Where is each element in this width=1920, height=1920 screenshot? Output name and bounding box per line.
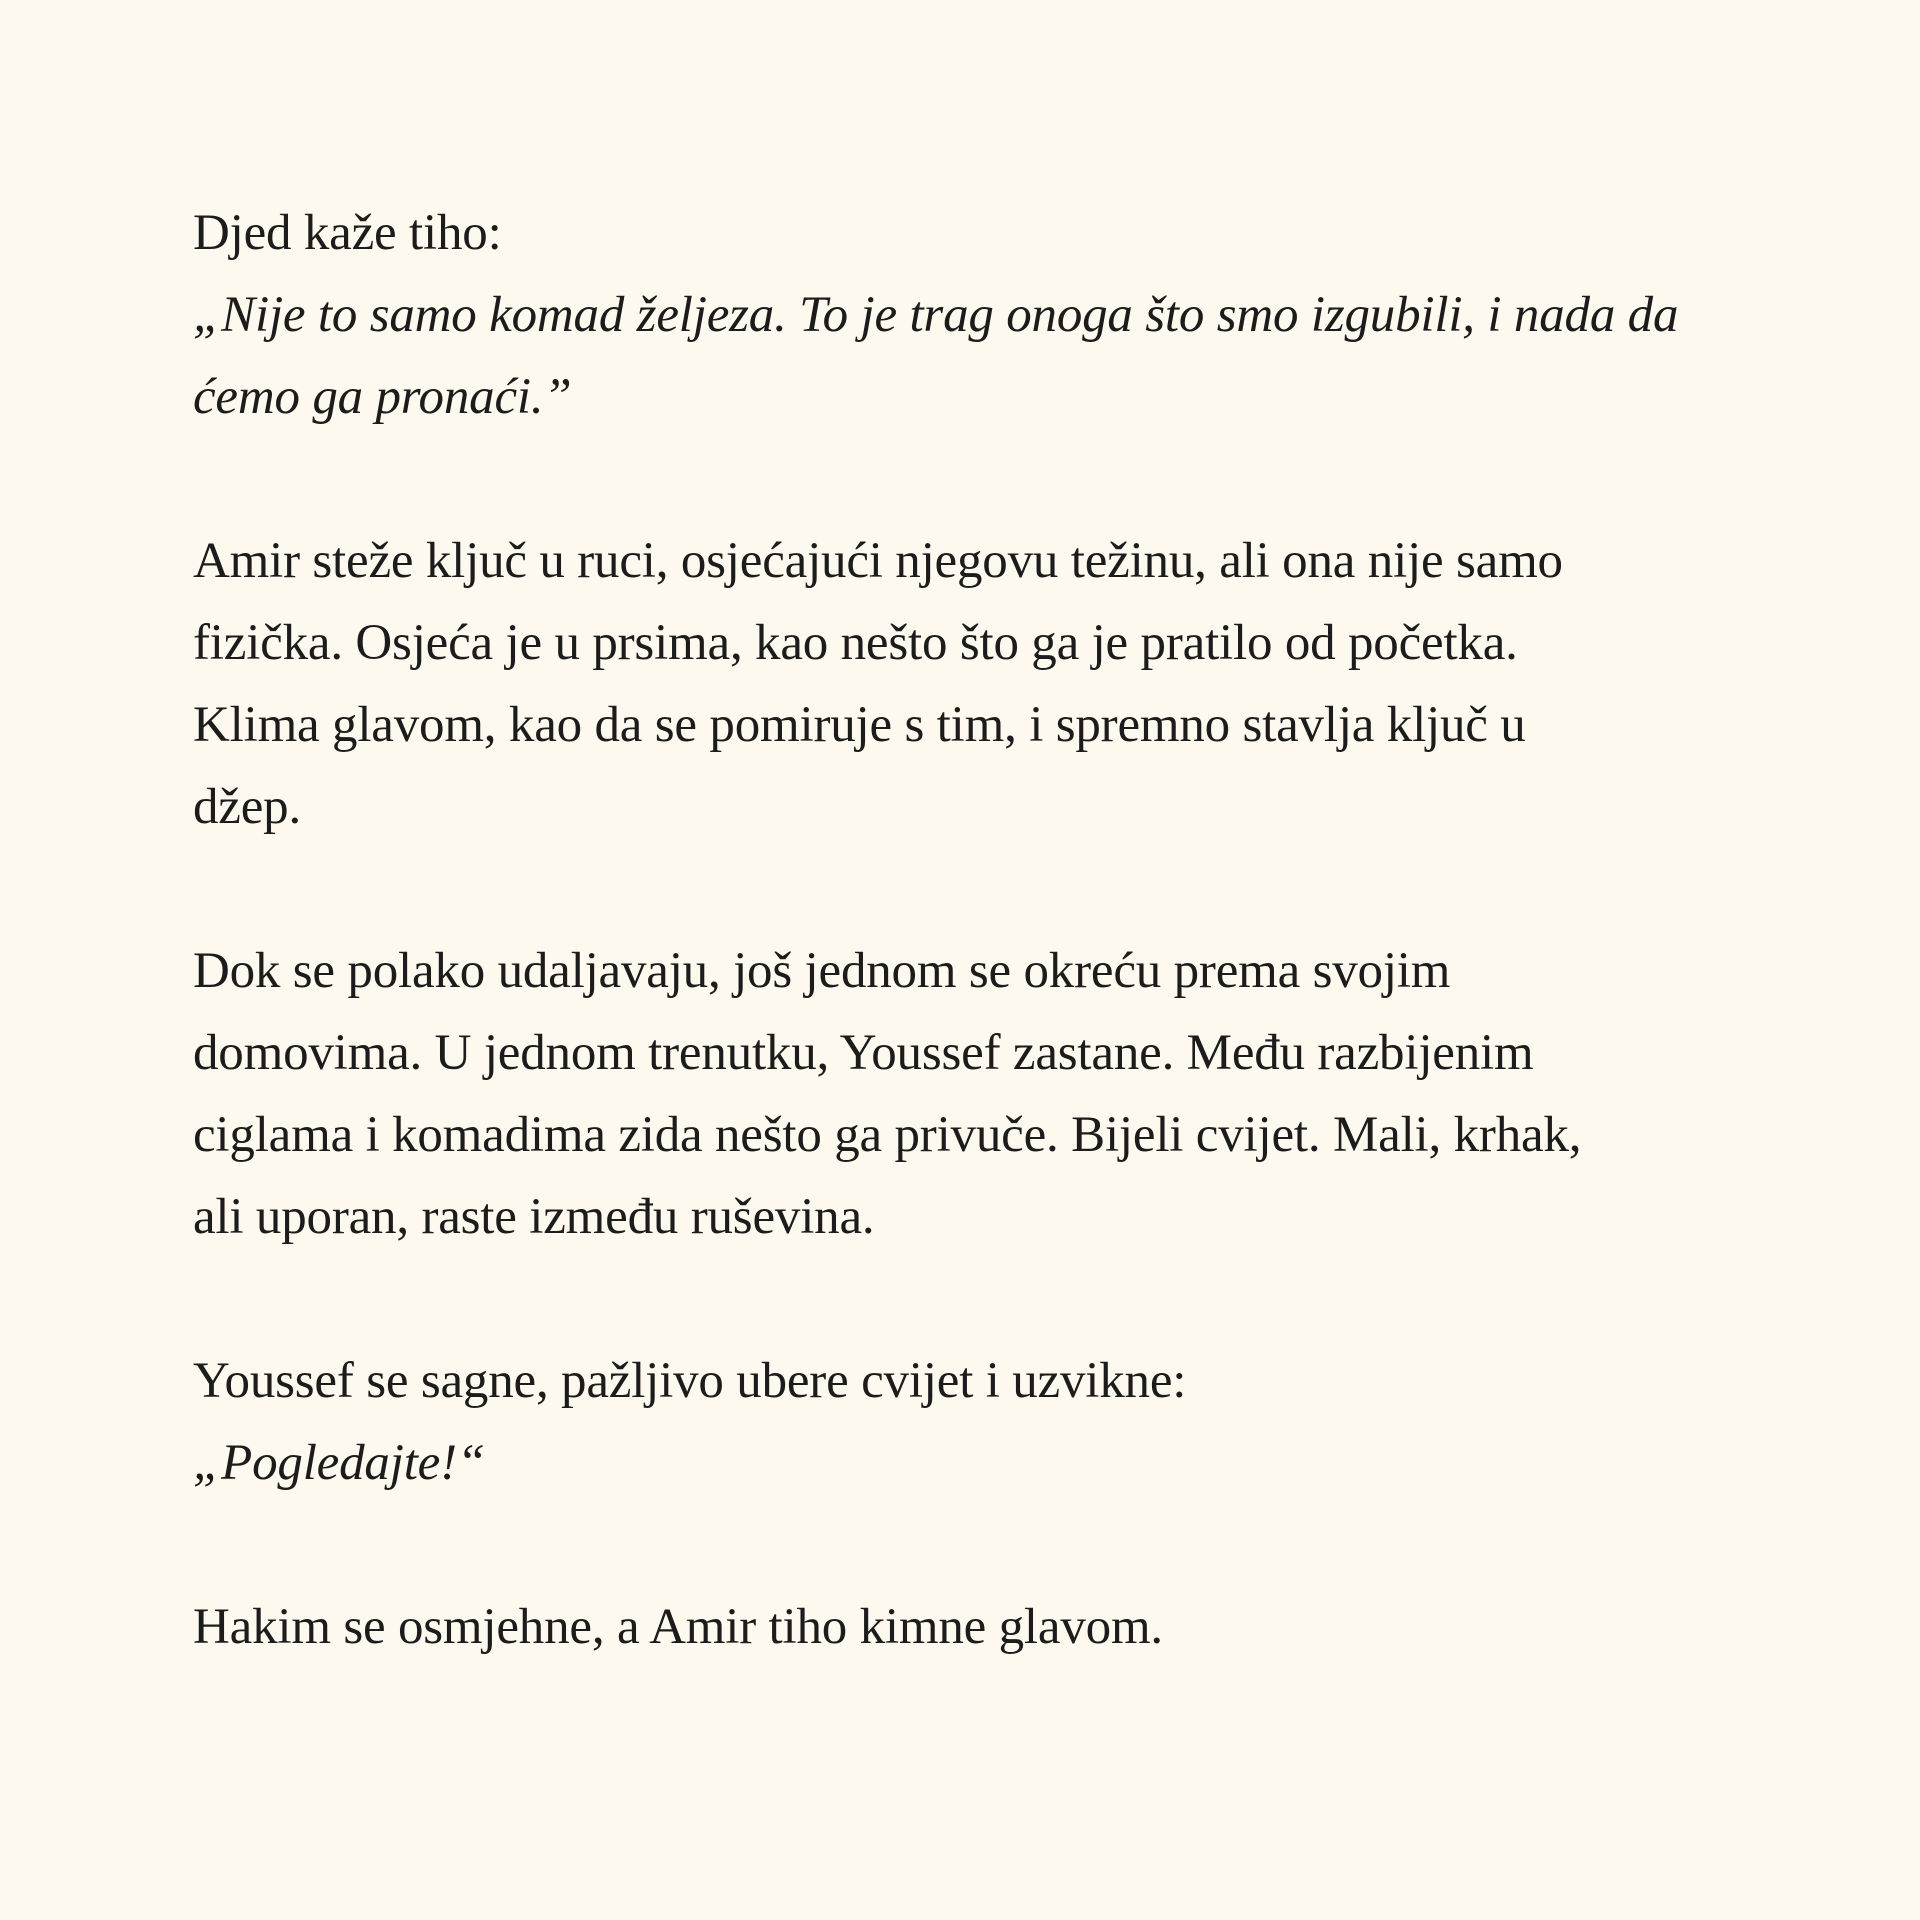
text-line: domovima. U jednom trenutku, Youssef zastane. Među razbijenim — [193, 1025, 1534, 1081]
paragraph-gap — [193, 438, 1753, 520]
text-line: Hakim se osmjehne, a Amir tiho kimne glavom. — [193, 1599, 1163, 1655]
paragraph-grandfather-speaks — [193, 192, 1753, 438]
paragraph-gap — [193, 1504, 1753, 1586]
text-line: džep. — [193, 779, 302, 835]
story-text — [193, 192, 1753, 1668]
text-line: Youssef se sagne, pažljivo ubere cvijet i uzvikne: — [193, 1353, 1187, 1409]
text-line: ali uporan, raste između ruševina. — [193, 1189, 875, 1245]
quote-line: „Nije to samo komad željeza. To je trag onoga što smo izgubili, i nada da — [193, 287, 1679, 343]
text-line: Djed kaže tiho: — [193, 205, 502, 261]
quote-line: „Pogledajte!“ — [193, 1435, 486, 1491]
paragraph-amir-key — [193, 520, 1753, 848]
paragraph-gap — [193, 848, 1753, 930]
quote-line: ćemo ga pronaći.” — [193, 369, 572, 425]
text-line: ciglama i komadima zida nešto ga privuče. Bijeli cvijet. Mali, krhak, — [193, 1107, 1582, 1163]
paragraph-gap — [193, 1258, 1753, 1340]
text-line: Klima glavom, kao da se pomiruje s tim, i spremno stavlja ključ u — [193, 697, 1526, 753]
paragraph-youssef-exclaims — [193, 1340, 1753, 1504]
text-line: fizička. Osjeća je u prsima, kao nešto što ga je pratilo od početka. — [193, 615, 1518, 671]
paragraph-closing — [193, 1586, 1753, 1668]
text-line: Dok se polako udaljavaju, još jednom se okreću prema svojim — [193, 943, 1451, 999]
text-line: Amir steže ključ u ruci, osjećajući njegovu težinu, ali ona nije samo — [193, 533, 1563, 589]
paragraph-white-flower — [193, 930, 1753, 1258]
